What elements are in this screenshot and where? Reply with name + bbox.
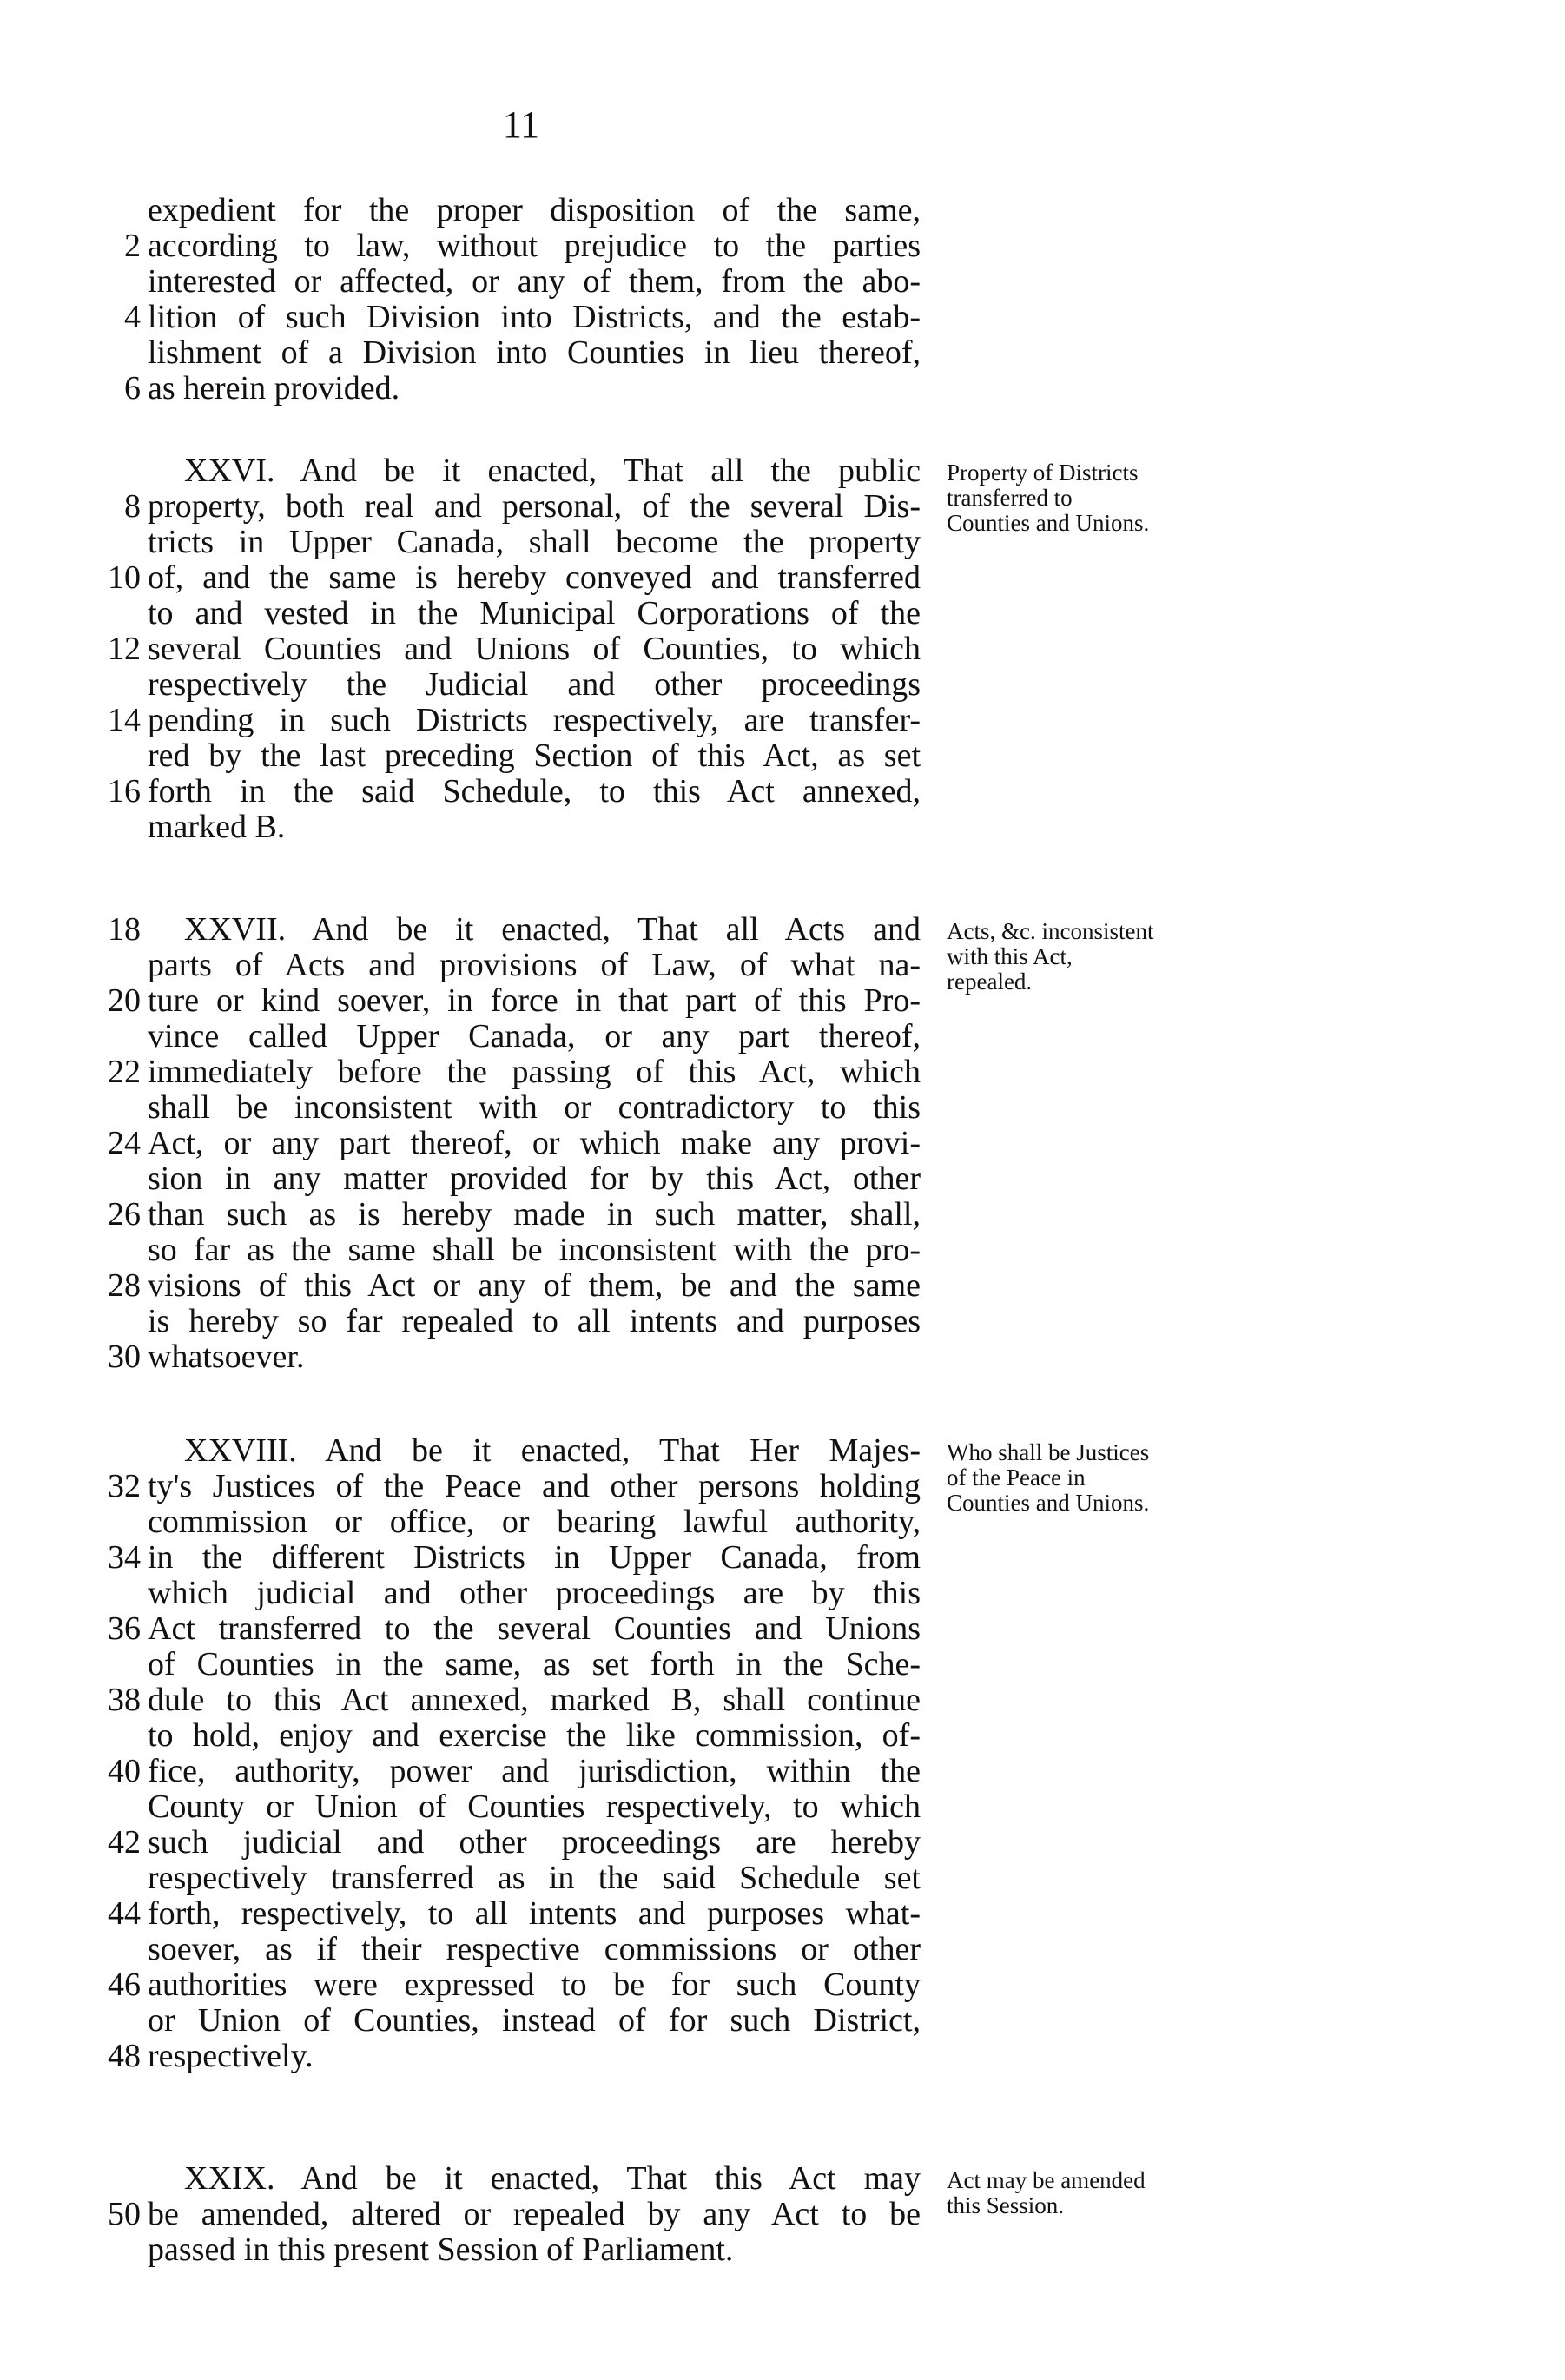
line-number: 18: [108, 911, 141, 948]
line-text: be amended, altered or repealed by any Act to be: [148, 2196, 921, 2232]
line-number: 16: [108, 773, 141, 810]
line-text: interested or affected, or any of them, from the abo-: [148, 263, 921, 300]
text-line: [0, 1754, 1565, 1789]
margin-note: Acts, &c. inconsistent with this Act, repealed.: [947, 918, 1154, 995]
paragraph: [0, 2161, 1565, 2268]
line-text: lishment of a Division into Counties in lieu thereof,: [148, 334, 921, 371]
line-text: XXIX. And be it enacted, That this Act may: [184, 2160, 921, 2197]
line-number: 12: [108, 631, 141, 667]
line-text: pending in such Districts respectively, are transfer-: [148, 702, 921, 738]
line-text: respectively transferred as in the said Schedule set: [148, 1860, 921, 1896]
line-number: 26: [108, 1196, 141, 1233]
line-number: 38: [108, 1682, 141, 1718]
line-text: is hereby so far repealed to all intents and purposes: [148, 1303, 921, 1339]
text-line: [0, 667, 1565, 703]
text-line: [0, 1825, 1565, 1861]
text-line: [0, 371, 1565, 407]
line-text: forth, respectively, to all intents and purposes what-: [148, 1895, 921, 1932]
line-text: County or Union of Counties respectively, to which: [148, 1788, 921, 1825]
line-text: respectively the Judicial and other proceedings: [148, 666, 921, 703]
line-number: 22: [108, 1054, 141, 1090]
line-text: than such as is hereby made in such matter, shall,: [148, 1196, 921, 1233]
text-line: [0, 2161, 1565, 2197]
line-text: sion in any matter provided for by this Act, other: [148, 1160, 921, 1197]
text-line: [0, 1469, 1565, 1504]
line-text: immediately before the passing of this Act, which: [148, 1054, 921, 1090]
text-line: [0, 1611, 1565, 1647]
line-text: respectively.: [148, 2038, 314, 2074]
text-line: [0, 1540, 1565, 1576]
paragraph: [0, 1433, 1565, 2074]
line-number: 14: [108, 702, 141, 738]
text-line: [0, 703, 1565, 738]
line-number: 30: [108, 1339, 141, 1375]
line-text: of, and the same is hereby conveyed and transferred: [148, 559, 921, 596]
text-line: [0, 1576, 1565, 1611]
line-text: ty's Justices of the Peace and other persons holding: [148, 1468, 921, 1504]
text-line: [0, 300, 1565, 335]
text-line: [0, 774, 1565, 810]
line-text: red by the last preceding Section of this Act, as set: [148, 737, 921, 774]
text-line: [0, 2003, 1565, 2039]
line-text: Act transferred to the several Counties and Unions: [148, 1610, 921, 1647]
line-text: ture or kind soever, in force in that part of this Pro-: [148, 982, 921, 1019]
line-text: property, both real and personal, of the several Dis-: [148, 488, 921, 525]
text-line: [0, 193, 1565, 228]
text-line: [0, 1504, 1565, 1540]
text-line: [0, 810, 1565, 845]
line-text: to hold, enjoy and exercise the like commission, of-: [148, 1717, 921, 1754]
text-line: [0, 1233, 1565, 1268]
line-number: 32: [108, 1468, 141, 1504]
line-number: 44: [108, 1895, 141, 1932]
paragraph: [0, 912, 1565, 1375]
text-line: [0, 1054, 1565, 1090]
line-text: forth in the said Schedule, to this Act annexed,: [148, 773, 921, 810]
text-line: [0, 453, 1565, 489]
line-text: so far as the same shall be inconsistent with the pro-: [148, 1232, 921, 1268]
line-number: 10: [108, 559, 141, 596]
text-line: [0, 264, 1565, 300]
line-text: visions of this Act or any of them, be and the same: [148, 1267, 921, 1304]
line-text: or Union of Counties, instead of for such District,: [148, 2002, 921, 2039]
line-text: XXVI. And be it enacted, That all the public: [184, 453, 921, 489]
text-line: [0, 335, 1565, 371]
text-line: [0, 1932, 1565, 1967]
line-text: tricts in Upper Canada, shall become the property: [148, 524, 921, 560]
line-number: 40: [108, 1753, 141, 1789]
line-number: 36: [108, 1610, 141, 1647]
line-text: such judicial and other proceedings are hereby: [148, 1824, 921, 1861]
text-line: [0, 1896, 1565, 1932]
line-text: which judicial and other proceedings are by this: [148, 1575, 921, 1611]
line-text: Act, or any part thereof, or which make any provi-: [148, 1125, 921, 1161]
text-line: [0, 560, 1565, 596]
line-number: 28: [108, 1267, 141, 1304]
line-number: 20: [108, 982, 141, 1019]
text-line: [0, 525, 1565, 560]
text-line: [0, 1304, 1565, 1339]
line-text: as herein provided.: [148, 370, 400, 407]
line-text: of Counties in the same, as set forth in the Sche-: [148, 1646, 921, 1683]
line-number: 34: [108, 1539, 141, 1576]
line-number: 48: [108, 2038, 141, 2074]
text-line: [0, 2039, 1565, 2074]
line-text: XXVIII. And be it enacted, That Her Majes-: [184, 1432, 921, 1469]
line-text: whatsoever.: [148, 1339, 305, 1375]
text-line: [0, 1683, 1565, 1718]
line-text: several Counties and Unions of Counties, to which: [148, 631, 921, 667]
text-line: [0, 1967, 1565, 2003]
line-number: 6: [124, 370, 141, 407]
line-text: XXVII. And be it enacted, That all Acts and: [184, 911, 921, 948]
text-line: [0, 2197, 1565, 2232]
text-line: [0, 738, 1565, 774]
line-number: 4: [124, 299, 141, 335]
line-text: vince called Upper Canada, or any part thereof,: [148, 1018, 921, 1054]
line-text: parts of Acts and provisions of Law, of what na-: [148, 947, 921, 983]
text-line: [0, 1268, 1565, 1304]
line-text: according to law, without prejudice to the parties: [148, 228, 921, 264]
line-text: authorities were expressed to be for such County: [148, 1967, 921, 2003]
page-number: 11: [502, 103, 540, 146]
text-line: [0, 1090, 1565, 1126]
line-text: lition of such Division into Districts, and the estab-: [148, 299, 921, 335]
text-line: [0, 983, 1565, 1019]
text-line: [0, 948, 1565, 983]
line-number: 8: [124, 488, 141, 525]
text-line: [0, 1019, 1565, 1054]
text-line: [0, 2232, 1565, 2268]
margin-note: Act may be amended this Session.: [947, 2167, 1146, 2218]
line-number: 42: [108, 1824, 141, 1861]
line-number: 24: [108, 1125, 141, 1161]
line-text: soever, as if their respective commissions or other: [148, 1931, 921, 1967]
text-line: [0, 1433, 1565, 1469]
line-text: expedient for the proper disposition of the same,: [148, 192, 921, 228]
line-text: in the different Districts in Upper Canada, from: [148, 1539, 921, 1576]
text-line: [0, 1861, 1565, 1896]
text-line: [0, 1647, 1565, 1683]
paragraph: [0, 453, 1565, 845]
text-line: [0, 1789, 1565, 1825]
line-text: shall be inconsistent with or contradictory to this: [148, 1089, 921, 1126]
text-line: [0, 228, 1565, 264]
line-text: commission or office, or bearing lawful authority,: [148, 1504, 921, 1540]
line-text: dule to this Act annexed, marked B, shall continue: [148, 1682, 921, 1718]
line-number: 46: [108, 1967, 141, 2003]
text-line: [0, 596, 1565, 631]
text-line: [0, 912, 1565, 948]
text-line: [0, 489, 1565, 525]
text-line: [0, 1339, 1565, 1375]
line-text: marked B.: [148, 809, 286, 845]
text-line: [0, 1718, 1565, 1754]
text-line: [0, 1126, 1565, 1161]
line-text: passed in this present Session of Parliament.: [148, 2231, 734, 2268]
line-text: to and vested in the Municipal Corporations of the: [148, 595, 921, 631]
margin-note: Who shall be Justices of the Peace in Counties and Unions.: [947, 1439, 1150, 1516]
line-number: 50: [108, 2196, 141, 2232]
line-number: 2: [124, 228, 141, 264]
margin-note: Property of Districts transferred to Counties and Unions.: [947, 459, 1150, 536]
text-line: [0, 1161, 1565, 1197]
text-line: [0, 1197, 1565, 1233]
text-line: [0, 631, 1565, 667]
line-text: fice, authority, power and jurisdiction, within the: [148, 1753, 921, 1789]
paragraph: [0, 193, 1565, 407]
